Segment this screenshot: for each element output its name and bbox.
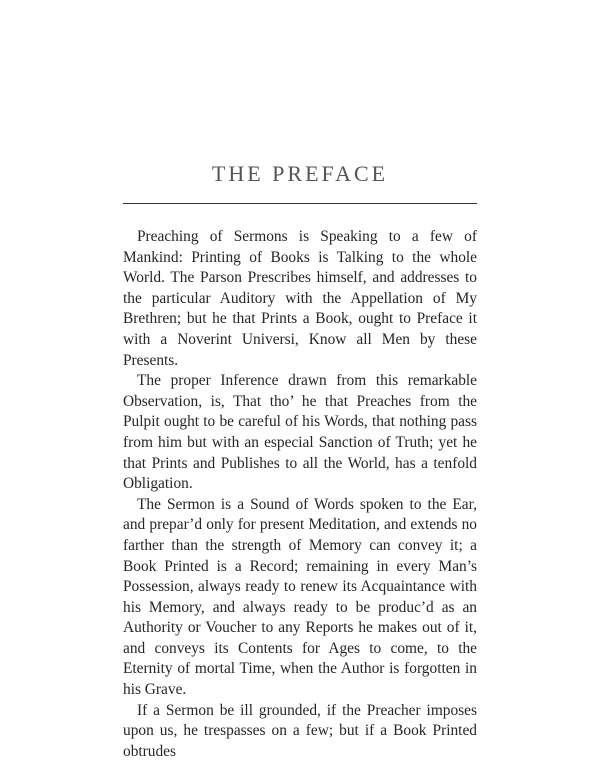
preface-body xyxy=(123,227,477,762)
page-title: THE PREFACE xyxy=(211,161,389,186)
paragraph-2: The proper Inference drawn from this remarkable Observation, is, That tho’ he that Preaches from the Pulpit ought to be careful of his Words, that nothing pass from him but with an especial Sanction of Truth; yet he that Prints and Publishes to all the World, has a tenfold Obligation. xyxy=(123,372,477,493)
paragraph-3: The Sermon is a Sound of Words spoken to the Ear, and prepar’d only for present Meditation, and extends no farther than the strength of Memory can convey it; a Book Printed is a Record; remaining in every Man’s Possession, always ready to renew its Acquaintance with his Memory, and always ready to be produc’d as an Authority or Voucher to any Reports he makes out of it, and conveys its Contents for Ages to come, to the Eternity of mortal Time, when the Author is forgotten in his Grave. xyxy=(123,495,477,699)
paragraph-4: If a Sermon be ill grounded, if the Preacher imposes upon us, he trespasses on a few; but if a Book Printed obtrudes xyxy=(123,701,477,760)
title-divider xyxy=(123,203,477,204)
paragraph-1: Preaching of Sermons is Speaking to a few of Mankind: Printing of Books is Talking to the whole World. The Parson Prescribes himself, and addresses to the particular Auditory with the Appellation of My Brethren; but he that Prints a Book, ought to Preface it with a Noverint Universi, Know all Men by these Presents. xyxy=(123,228,477,369)
